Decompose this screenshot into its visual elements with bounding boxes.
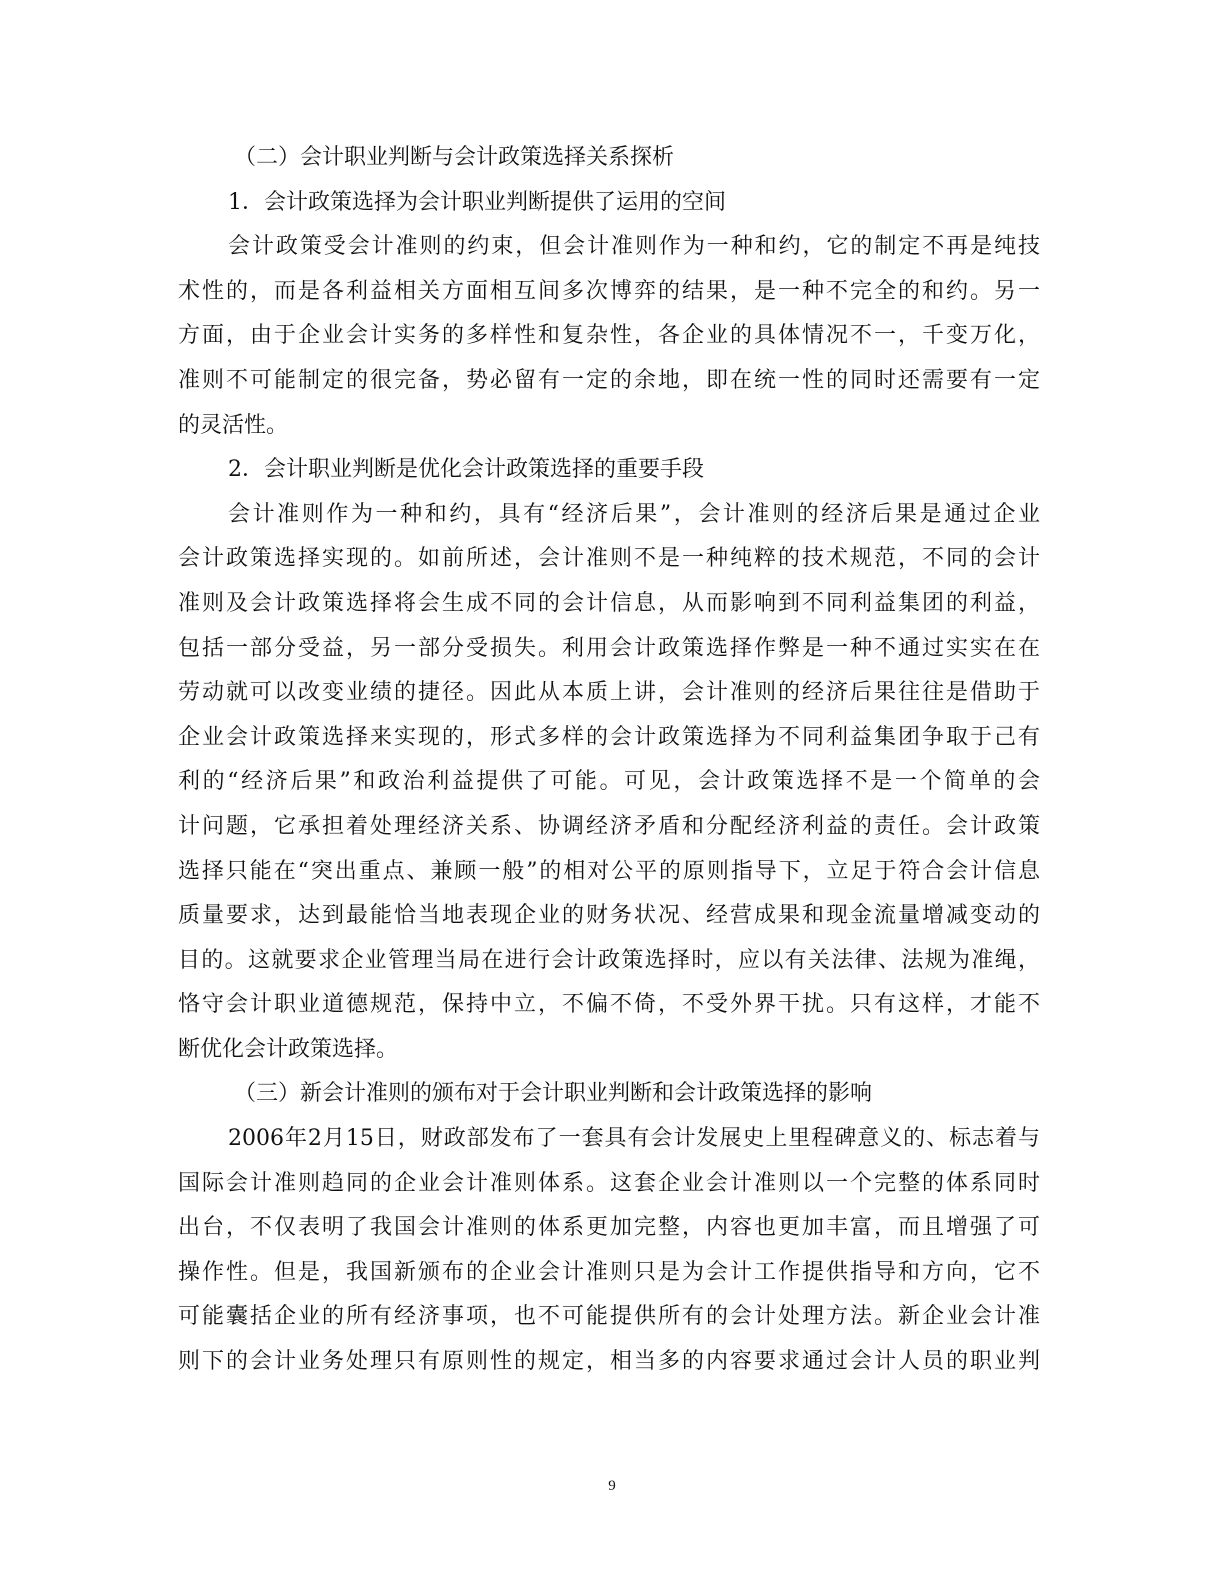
paragraph-line: 计问题，它承担着处理经济关系、协调经济矛盾和分配经济利益的责任。会计政策: [178, 813, 1040, 839]
paragraph-line: 的灵活性。: [178, 412, 289, 438]
paragraph-line: 准则及会计政策选择将会生成不同的会计信息，从而影响到不同利益集团的利益，: [178, 590, 1040, 616]
paragraph-line: 操作性。但是，我国新颁布的企业会计准则只是为会计工作提供指导和方向，它不: [178, 1259, 1040, 1285]
paragraph-line: 2006年2月15日，财政部发布了一套具有会计发展史上里程碑意义的、标志着与: [228, 1126, 1040, 1152]
paragraph-line: 断优化会计政策选择。: [178, 1036, 399, 1062]
section-heading-2: （二）会计职业判断与会计政策选择关系探析: [234, 145, 675, 170]
paragraph-line: 可能囊括企业的所有经济事项，也不可能提供所有的会计处理方法。新企业会计准: [178, 1304, 1040, 1330]
paragraph-line: 方面，由于企业会计实务的多样性和复杂性，各企业的具体情况不一，千变万化，: [178, 323, 1040, 349]
paragraph-line: 质量要求，达到最能恰当地表现企业的财务状况、经营成果和现金流量增减变动的: [178, 903, 1040, 929]
paragraph-line: 企业会计政策选择来实现的，形式多样的会计政策选择为不同利益集团争取于己有: [178, 724, 1040, 750]
paragraph-3: [178, 1117, 1040, 1385]
paragraph-line: 包括一部分受益，另一部分受损失。利用会计政策选择作弊是一种不通过实实在在: [178, 635, 1040, 661]
subheading-2: 2．会计职业判断是优化会计政策选择的重要手段: [228, 457, 704, 483]
paragraph-line: 会计政策受会计准则的约束，但会计准则作为一种和约，它的制定不再是纯技: [228, 234, 1040, 260]
section-heading-3: （三）新会计准则的颁布对于会计职业判断和会计政策选择的影响: [234, 1081, 873, 1107]
paragraph-1: [178, 225, 1040, 448]
paragraph-line: 出台，不仅表明了我国会计准则的体系更加完整，内容也更加丰富，而且增强了可: [178, 1215, 1040, 1241]
paragraph-line: 选择只能在“突出重点、兼顾一般”的相对公平的原则指导下，立足于符合会计信息: [178, 858, 1040, 884]
document-body: [178, 136, 1040, 1385]
paragraph-line: 会计政策选择实现的。如前所述，会计准则不是一种纯粹的技术规范，不同的会计: [178, 546, 1040, 572]
paragraph-line: 目的。这就要求企业管理当局在进行会计政策选择时，应以有关法律、法规为准绳，: [178, 947, 1040, 973]
subheading-1: 1．会计政策选择为会计职业判断提供了运用的空间: [228, 189, 726, 215]
paragraph-line: 劳动就可以改变业绩的捷径。因此从本质上讲，会计准则的经济后果往往是借助于: [178, 680, 1040, 706]
paragraph-line: 恪守会计职业道德规范，保持中立，不偏不倚，不受外界干扰。只有这样，才能不: [178, 992, 1040, 1018]
paragraph-line: 国际会计准则趋同的企业会计准则体系。这套企业会计准则以一个完整的体系同时: [178, 1170, 1040, 1196]
paragraph-line: 则下的会计业务处理只有原则性的规定，相当多的内容要求通过会计人员的职业判: [178, 1349, 1040, 1375]
paragraph-line: 会计准则作为一种和约，具有“经济后果”，会计准则的经济后果是通过企业: [228, 501, 1040, 527]
paragraph-line: 准则不可能制定的很完备，势必留有一定的余地，即在统一性的同时还需要有一定: [178, 367, 1040, 393]
paragraph-line: 术性的，而是各利益相关方面相互间多次博弈的结果，是一种不完全的和约。另一: [178, 278, 1040, 304]
page-number: 9: [608, 1478, 616, 1494]
paragraph-line: 利的“经济后果”和政治利益提供了可能。可见，会计政策选择不是一个简单的会: [178, 769, 1040, 795]
paragraph-2: [178, 493, 1040, 1073]
